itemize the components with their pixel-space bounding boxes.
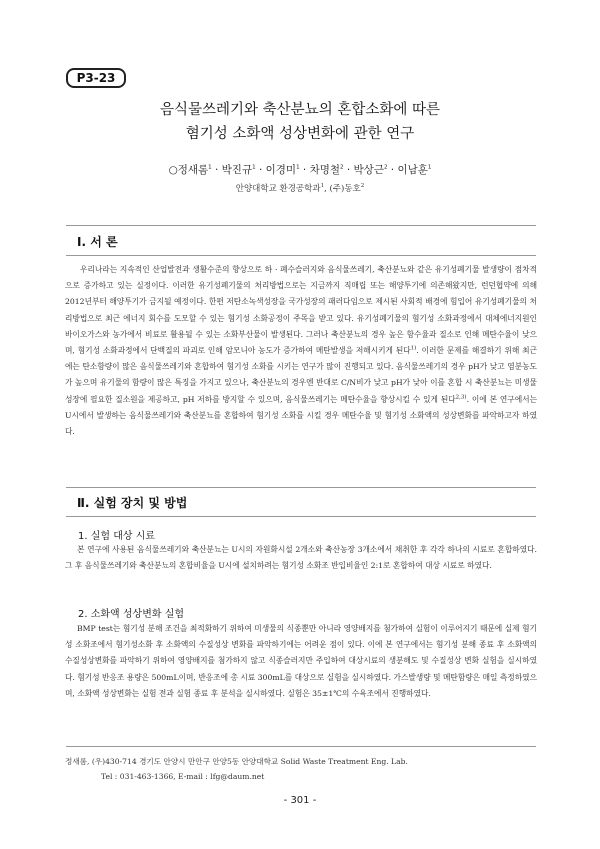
introduction-paragraph: [65, 262, 537, 440]
author-affil-mark: 1: [208, 164, 212, 171]
affiliation-mark: 1: [320, 183, 325, 190]
author-name: · 차명철: [299, 164, 341, 176]
affiliation-text: 안양대학교 환경공학과: [235, 184, 321, 194]
subsection-heading-samples: 1. 실험 대상 시료: [78, 531, 156, 542]
paragraph-text: 우리나라는 지속적인 산업발전과 생활수준의 향상으로 하 · 폐수슬러지와 음식물쓰레기, 축산분뇨와 같은 유기성폐기물 발생량이 점차적으로 증가하고 있는 실정이다. 이러한 유기성폐기물의 처리방법으로는 지금까지 직매립 또는 해양투기에 의존해왔지만, 런던협약에 의해 2012년부터 해양투기가 금지될 예정이다. 한편 저탄소녹색성장을 국가성장의 패러다임으로 제시된 사회적 배경에 힘입어 유기성폐기물의 처리방법으로 최근 에너지 회수를 도모할 수 있는 혐기성 소화공정이 주목을 받고 있다. 유기성폐기물의 혐기성 소화과정에서 대체에너지원인 바이오가스와 농가에서 비료로 활용될 수 있는 소화부산물이 발생된다. 그러나 축산분뇨의 경우 높은 함수율과 질소로 인해 메탄수율이 낮으며, 혐기성 소화과정에서 단백질의 파괴로 인해 암모니아 농도가 증가하여 메탄발생을 저해시키게 된다: [65, 265, 537, 356]
paragraph-text: . 이러한 문제를 해결하기 위해 최근에는 탄소함량이 많은 음식물쓰레기와 혼합하여 혐기성 소화를 시키는 연구가 많이 진행되고 있다. 음식물쓰레기의 경우 pH가 낮고 염분농도가 높으며 유기물의 함량이 많은 특징을 가지고 있으나, 축산분뇨의 경우엔 반대로 C/N비가 낮고 pH가 낮아 이를 혼합 시 축산분뇨는 미생물성장에 필요한 질소원을 제공하고, pH 저하를 방지할 수 있으며, 음식물쓰레기는 메탄수율을 향상시킬 수 있게 된다: [65, 346, 537, 404]
section-divider: [66, 487, 536, 488]
paragraph-text: . 이에 본 연구에서는 U시에서 발생하는 음식물쓰레기와 축산분뇨를 혼합하여 혐기성 소화를 시킬 경우 메탄수율 및 혐기성 소화액의 성상변화를 파악하고자 하였다.: [65, 394, 537, 437]
footnote-contact: Tel : 031-463-1366, E-mail : lfg@daum.net: [101, 772, 265, 781]
affiliation: [0, 182, 600, 194]
author-affil-mark: 2: [383, 164, 388, 171]
footnote-address: 정새롬, (우)430-714 경기도 안양시 만안구 안양5동 안양대학교 Solid Waste Treatment Eng. Lab.: [65, 757, 408, 766]
section-heading-methods: Ⅱ. 실험 장치 및 방법: [77, 496, 188, 510]
affiliation-mark: 2: [360, 183, 365, 190]
author-affil-mark: 1: [296, 164, 300, 171]
session-badge: P3-23: [66, 68, 126, 88]
citation-mark: 1): [410, 345, 417, 352]
author-name: · 박상근: [343, 164, 384, 176]
section-divider: [66, 225, 536, 226]
section-divider: [66, 255, 536, 256]
author-affil-mark: 2: [340, 164, 344, 171]
page-number: - 301 -: [283, 795, 317, 806]
author-name: · 박진규: [211, 164, 253, 176]
author-name: ○정새롬: [168, 164, 209, 176]
author-name: · 이남훈: [387, 164, 428, 176]
section-heading-introduction: Ⅰ. 서 론: [77, 235, 118, 249]
author-list: [0, 162, 600, 177]
author-affil-mark: 1: [252, 164, 256, 171]
methods-paragraph-samples: 본 연구에 사용된 음식물쓰레기와 축산분뇨는 U시의 자원화시설 2개소와 축산농장 3개소에서 채취한 후 각각 하나의 시료로 혼합하였다. 그 후 음식물쓰레기와 축산분뇨의 혼합비율을 U시에 설치하려는 혐기성 소화조 반입비율인 2:1로 혼합하여 대상 시료로 하였다.: [65, 545, 537, 571]
corresponding-author-footnote: [65, 754, 408, 784]
footnote-divider: [66, 746, 536, 747]
citation-mark: 2,3): [455, 394, 467, 401]
paper-title-line-2: 혐기성 소화액 성상변화에 관한 연구: [185, 126, 415, 142]
author-name: · 이경미: [255, 164, 297, 176]
author-affil-mark: 1: [427, 164, 432, 171]
section-divider: [66, 516, 536, 517]
methods-paragraph-digestate: BMP test는 혐기성 분해 조건을 최적화하기 위하여 미생물의 식종뿐만 아니라 영양배지를 첨가하여 실험이 이루어지기 때문에 실제 혐기성 소화조에서 혐기성소화 후 소화액의 수질성상 변화를 파악하기에는 어려운 점이 있다. 이에 본 연구에서는 혐기성 분해 종료 후 소화액의 수질성상변화를 파악하기 위하여 영양배지를 첨가하지 않고 식종슬러지만 주입하여 대상시료의 생분해도 및 수질성상 변화 실험을 실시하였다. 혐기성 반응조 용량은 500mL이며, 반응조에 총 시료 300mL를 대상으로 실험을 실시하였다. 가스발생량 및 메탄함량은 매일 측정하였으며, 소화액 성상변화는 실험 전과 실험 종료 후 분석을 실시하였다. 실험은 35±1℃의 수욕조에서 진행하였다.: [65, 624, 537, 698]
subsection-heading-digestate: 2. 소화액 성상변화 실험: [78, 609, 185, 620]
affiliation-text: , (주)동호: [324, 184, 361, 194]
paper-title-line-1: 음식물쓰레기와 축산분뇨의 혼합소화에 따른: [160, 102, 440, 118]
